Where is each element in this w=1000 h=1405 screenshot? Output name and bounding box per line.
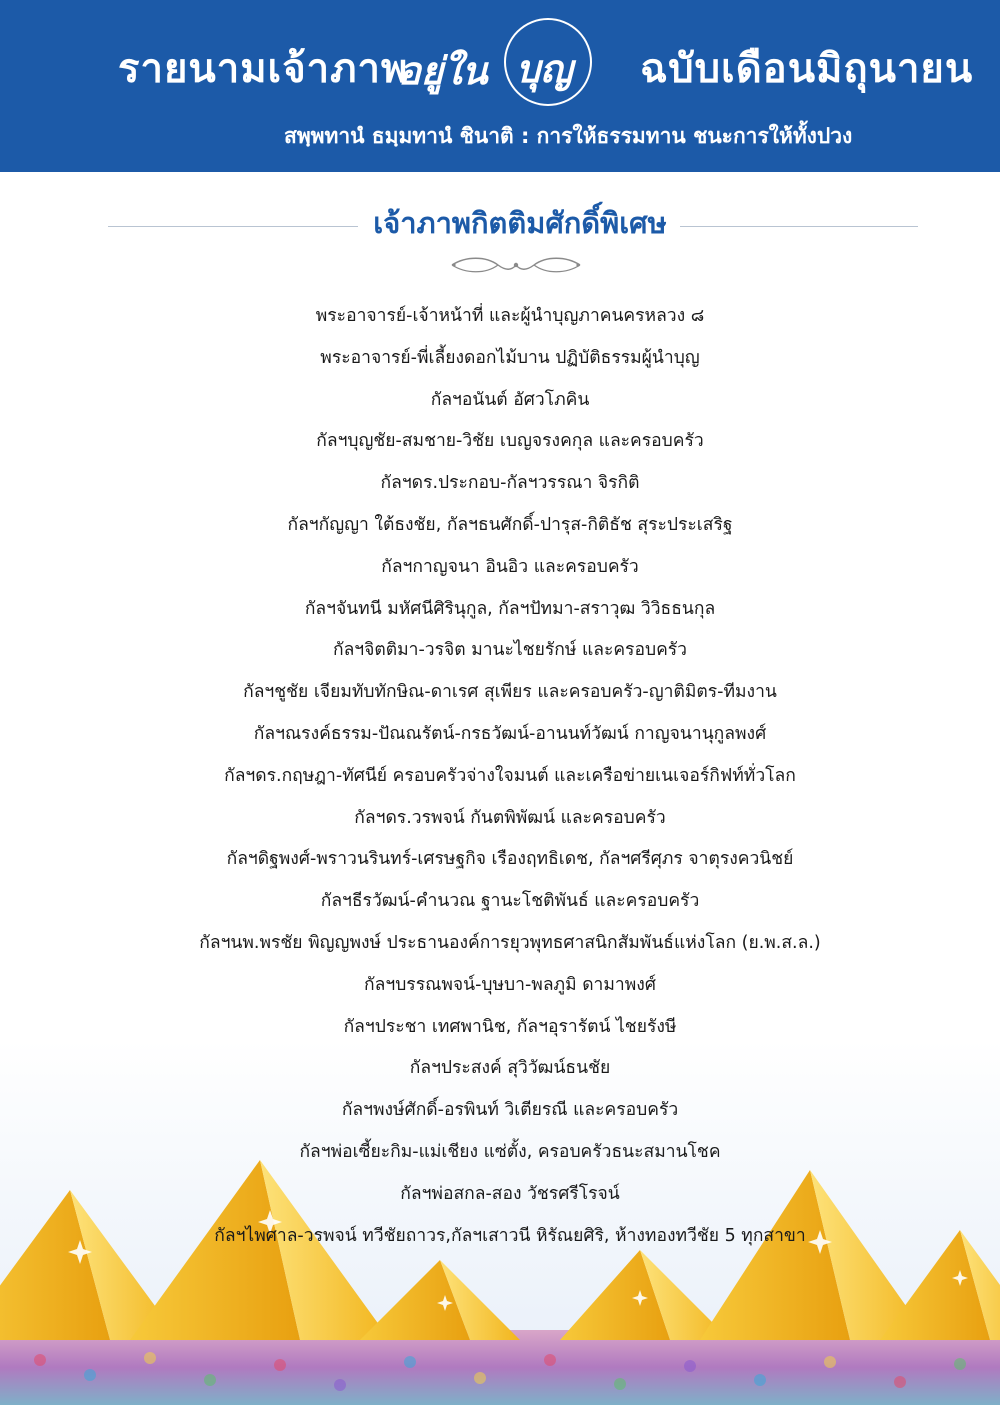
donor-name-item: กัลฯชูชัย เจียมทับทักษิณ-ดาเรศ สุเพียร และครอบครัว-ญาติมิตร-ทีมงาน [243, 682, 777, 703]
donor-name-item: กัลฯพงษ์ศักดิ์-อรพินท์ วิเตียรณี และครอบครัว [341, 1100, 679, 1121]
donor-name-item: กัลฯกัญญา ใต้ธงชัย, กัลฯธนศักดิ์-ปารุส-กิติธัช สุระประเสริฐ [287, 514, 733, 535]
donor-names-list [60, 296, 960, 1257]
donor-name-item: กัลฯธีรวัฒน์-คำนวณ ฐานะโชติพันธ์ และครอบครัว [320, 891, 700, 912]
logo-word-2: บุญ [516, 46, 573, 91]
donor-name-item: พระอาจารย์-พี่เลี้ยงดอกไม้บาน ปฏิบัติธรรมผู้นำบุญ [320, 347, 700, 368]
donor-name-item: กัลฯจันทนี มหัศนีศิรินุกูล, กัลฯปัทมา-สราวุฒ วิวิธธนกุล [304, 598, 716, 619]
donor-name-item: กัลฯไพศาล-วรพจน์ ทวีชัยถาวร,กัลฯเสาวนี หิรัณยศิริ, ห้างทองทวีชัย 5 ทุกสาขา [214, 1225, 806, 1246]
donor-name-item: กัลฯนพ.พรชัย พิญญพงษ์ ประธานองค์การยุวพุทธศาสนิกสัมพันธ์แห่งโลก (ย.พ.ส.ล.) [199, 932, 821, 953]
donor-name-item: กัลฯประชา เทศพานิช, กัลฯอุรารัตน์ ไชยรังษี [343, 1016, 677, 1037]
header-title-right: ฉบับเดือนมิถุนายน [640, 46, 974, 92]
donor-name-item: กัลฯจิตติมา-วรจิต มานะไชยรักษ์ และครอบครัว [332, 640, 688, 661]
donor-name-item: กัลฯดร.ประกอบ-กัลฯวรรณา จิรกิติ [380, 473, 640, 494]
donor-name-item: กัลฯบรรณพจน์-บุษบา-พลภูมิ ดามาพงศ์ [364, 974, 656, 995]
donor-name-item: กัลฯณรงค์ธรรม-ปัณณรัตน์-กรธวัฒน์-อานนท์วัฒน์ กาญจนานุกูลพงศ์ [253, 723, 767, 744]
header-subtitle: สพฺพทานํ ธมฺมทานํ ชินาติ : การให้ธรรมทาน ชนะการให้ทั้งปวง [284, 124, 853, 148]
donor-name-item: กัลฯพ่อเซี้ยะกิม-แม่เชียง แซ่ตั้ง, ครอบครัวธนะสมานโชค [299, 1141, 721, 1162]
section-divider-right [680, 226, 918, 227]
donor-name-item: กัลฯดร.วรพจน์ กันตพิพัฒน์ และครอบครัว [354, 807, 666, 828]
section-divider-left [108, 226, 358, 227]
magazine-logo [398, 12, 620, 112]
section-title: เจ้าภาพกิตติมศักดิ์พิเศษ [373, 206, 667, 240]
donor-name-item: กัลฯอนันต์ อัศวโภคิน [430, 389, 590, 410]
header-title-left: รายนามเจ้าภาพ [118, 46, 409, 92]
donor-name-item: กัลฯบุญชัย-สมชาย-วิชัย เบญจรงคกุล และครอบครัว [316, 431, 704, 452]
header-banner [0, 0, 1000, 172]
donor-name-item: กัลฯกาญจนา อินอิว และครอบครัว [381, 556, 639, 577]
logo-word-1: อยู่ใน [398, 48, 488, 93]
donor-name-item: กัลฯดิฐพงศ์-พราวนรินทร์-เศรษฐกิจ เรืองฤทธิเดช, กัลฯศรีศุภร จาตุรงควนิชย์ [226, 849, 794, 870]
donor-name-item: กัลฯพ่อสกล-สอง วัชรศรีโรจน์ [400, 1183, 620, 1204]
donor-name-item: กัลฯดร.กฤษฎา-ทัศนีย์ ครอบครัวจ่างใจมนต์ และเครือข่ายเนเจอร์กิฟท์ทั่วโลก [224, 765, 796, 786]
donor-name-item: กัลฯประสงค์ สุวิวัฒน์ธนชัย [409, 1058, 611, 1079]
scroll-ornament-icon [446, 254, 586, 276]
donor-name-item: พระอาจารย์-เจ้าหน้าที่ และผู้นำบุญภาคนครหลวง ๘ [315, 306, 705, 326]
